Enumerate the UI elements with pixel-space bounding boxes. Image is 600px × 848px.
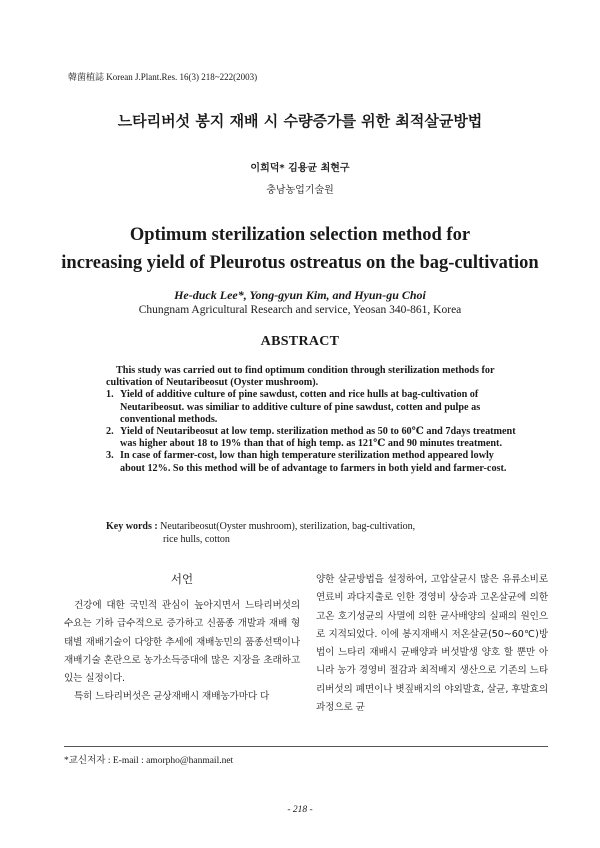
abstract-finding-item	[106, 389, 516, 426]
finding-number: 2.	[106, 426, 114, 438]
abstract-finding-item	[106, 426, 516, 450]
keywords-label: Key words :	[106, 521, 158, 532]
korean-title: 느타리버섯 봉지 재배 시 수량증가를 위한 최적살균방법	[117, 112, 483, 130]
keywords	[106, 520, 516, 546]
abstract-heading: ABSTRACT	[260, 334, 340, 349]
finding-number: 3.	[106, 450, 114, 462]
korean-authors: 이희덕* 김용균 최현구	[250, 163, 350, 174]
body-paragraph: 특히 느타리버섯은 균상재배시 재배농가마다 다	[74, 691, 270, 703]
abstract-findings-list	[106, 389, 516, 474]
english-title-line1: Optimum sterilization selection method for	[129, 225, 471, 245]
journal-header: 韓菌植誌 Korean J.Plant.Res. 16(3) 218~222(2003)	[68, 72, 258, 82]
korean-affiliation: 충남농업기술원	[266, 185, 334, 196]
english-affiliation: Chungnam Agricultural Research and service, Yeosan 340-861, Korea	[138, 304, 462, 316]
finding-text: In case of farmer-cost, low than high temperature sterilization method appeared lowly about 12%. So this method will be of advantage to farmers in both yield and farmer-cost.	[120, 450, 507, 474]
finding-text: Yield of Neutaribeosut at low temp. sterilization method as 50 to 60℃ and 7days treatment was higher about 18 to 19% than that of high temp. as 121℃ and 90 minutes treatment.	[120, 426, 516, 450]
body-left-column	[64, 597, 300, 707]
finding-number: 1.	[106, 389, 114, 401]
body-paragraph: 건강에 대한 국민적 관심이 높아지면서 느타리버섯의 수요는 기하 급수적으로 증가하고 신품종 개발과 재배 형태별 재배기술이 다양한 추세에 재배농민의 품종선택이나 재배기술 혼란으로 농가소득증대에 많은 지장을 초래하고 있는 실정이다.	[64, 600, 300, 685]
keywords-line1: Neutaribeosut(Oyster mushroom), sterilization, bag-cultivation,	[160, 521, 416, 532]
section-heading-introduction: 서언	[170, 572, 194, 586]
abstract-body	[106, 365, 516, 475]
english-authors: He-duck Lee*, Yong-gyun Kim, and Hyun-gu Choi	[174, 288, 426, 302]
abstract-intro: This study was carried out to find optimum condition through sterilization methods for cultivation of Neutaribeosut (Oyster mushroom).	[106, 365, 495, 389]
footnote-divider	[64, 746, 548, 747]
abstract-finding-item	[106, 450, 516, 474]
keywords-line2: rice hulls, cotton	[163, 534, 230, 545]
finding-text: Yield of additive culture of pine sawdust, cotten and rice hulls at bag-cultivation of Neutaribeosut. was similiar to additive culture of pine sawdust, cotten and pulpe as conventional methods.	[120, 389, 481, 425]
page-number: - 218 -	[287, 805, 313, 815]
english-title-line2: increasing yield of Pleurotus ostreatus on the bag-cultivation	[61, 253, 539, 273]
corresponding-author-footnote: *교신저자 : E-mail : amorpho@hanmail.net	[64, 756, 234, 766]
body-paragraph: 양한 살균방법을 설정하여, 고압살균시 많은 유류소비로 연료비 과다지출로 인한 경영비 상승과 고온살균에 의한 고온 호기성균의 사멸에 의한 균사배양의 실패의 원인으로 지적되었다. 이에 봉지재배시 저온살균(50~60℃)방법이 느타리 재배시 균배양과 버섯발생 양호 할 뿐만 아니라 농가 경영비 절감과 최적배지 생산으로 기존의 느타리버섯의 폐면이나 볏짚배지의 야외발효, 살균, 후발효의 과정으로 균	[316, 574, 548, 714]
body-right-column	[316, 571, 548, 717]
